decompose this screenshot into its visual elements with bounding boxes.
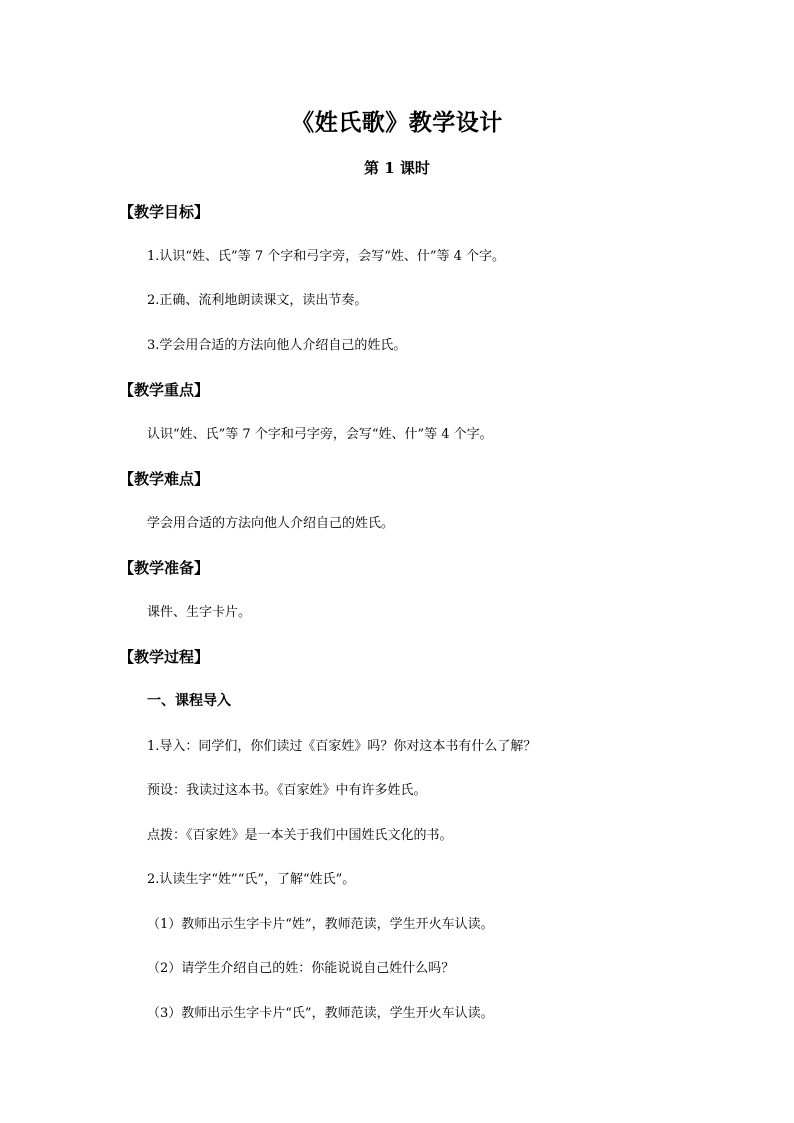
process-line: 2.认读生字“姓”“氏”，了解“姓氏”。 bbox=[147, 872, 356, 887]
difficulties-heading: 【教学难点】 bbox=[119, 470, 210, 488]
key-points-heading: 【教学重点】 bbox=[119, 381, 210, 399]
goal-item: 3.学会用合适的方法向他人介绍自己的姓氏。 bbox=[147, 338, 407, 353]
preparation-text: 课件、生字卡片。 bbox=[147, 605, 252, 620]
key-points-text: 认识“姓、氏”等 7 个字和弓字旁，会写“姓、什”等 4 个字。 bbox=[147, 427, 493, 442]
process-part1-title: 一、课程导入 bbox=[147, 693, 231, 709]
process-line: （3）教师出示生字卡片“氏”，教师范读，学生开火车认读。 bbox=[147, 1006, 494, 1021]
process-heading: 【教学过程】 bbox=[119, 648, 210, 666]
process-line: （2）请学生介绍自己的姓：你能说说自己姓什么吗？ bbox=[147, 961, 455, 976]
goal-item: 1.认识“姓、氏”等 7 个字和弓字旁，会写“姓、什”等 4 个字。 bbox=[147, 249, 506, 264]
process-line: 点拨：《百家姓》是一本关于我们中国姓氏文化的书。 bbox=[147, 828, 453, 843]
process-line: 预设：我读过这本书。《百家姓》中有许多姓氏。 bbox=[147, 783, 427, 798]
process-line: 1.导入：同学们，你们读过《百家姓》吗？你对这本书有什么了解？ bbox=[147, 739, 537, 754]
preparation-heading: 【教学准备】 bbox=[119, 559, 210, 577]
goal-item: 2.正确、流利地朗读课文，读出节奏。 bbox=[147, 293, 368, 308]
goals-heading: 【教学目标】 bbox=[119, 203, 210, 221]
lesson-period: 第 1 课时 bbox=[364, 159, 430, 177]
page-title: 《姓氏歌》教学设计 bbox=[291, 109, 503, 136]
difficulties-text: 学会用合适的方法向他人介绍自己的姓氏。 bbox=[147, 516, 395, 531]
process-line: （1）教师出示生字卡片“姓”，教师范读，学生开火车认读。 bbox=[147, 917, 494, 932]
